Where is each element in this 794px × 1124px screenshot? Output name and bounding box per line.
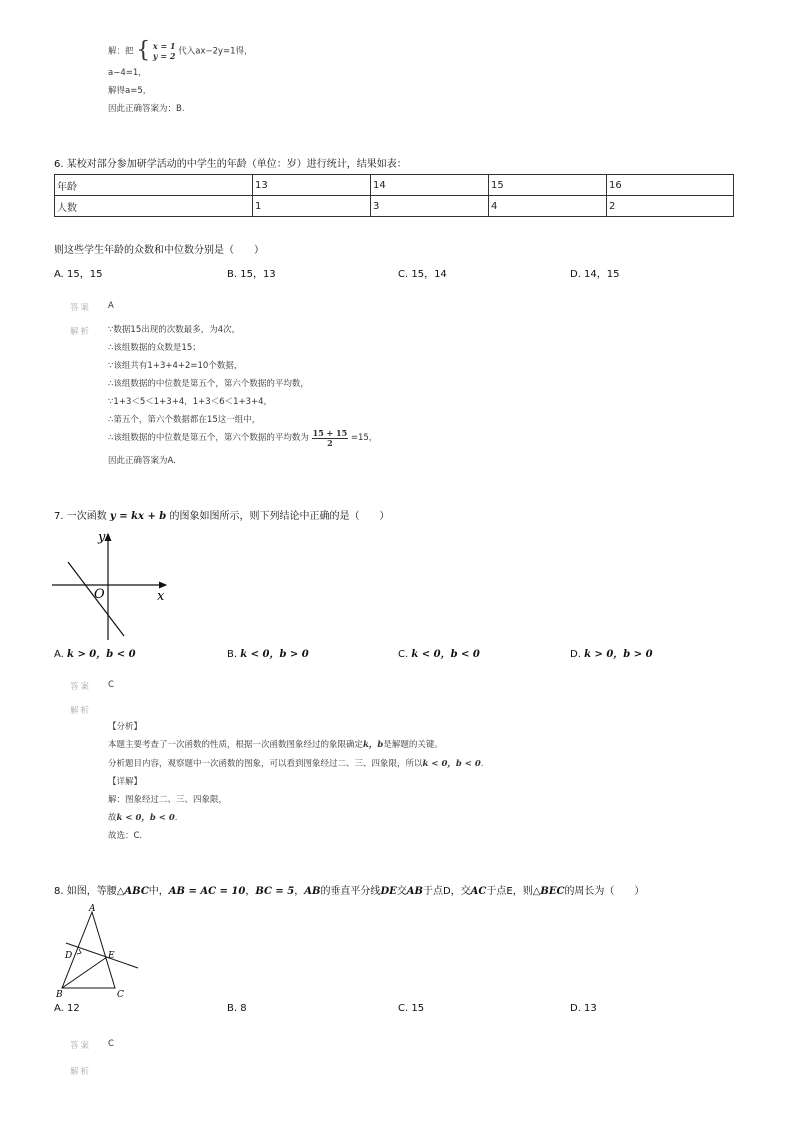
system-brace: { (136, 38, 151, 63)
table-cell: 4 (489, 196, 607, 217)
q6-option-b: B. 15，13 (227, 269, 276, 280)
q7-option-letter: D. (570, 649, 581, 660)
table-cell: 人数 (55, 196, 253, 217)
table-row (55, 196, 734, 217)
q6-analysis-median (108, 429, 377, 448)
vertex-label-a: A (89, 904, 96, 914)
math-segment: ABC (124, 886, 149, 897)
text-segment: 本题主要考查了一次函数的性质，根据一次函数图象经过的象限确定 (108, 740, 364, 750)
sol5-line-4: 因此正确答案为：B. (108, 104, 185, 114)
q7-option-b (227, 645, 309, 660)
q7-answer: C (108, 680, 114, 690)
q7-fenxi-line-1 (108, 740, 443, 751)
text-segment: 于点D，交 (422, 886, 471, 897)
table-row (55, 175, 734, 196)
text-segment: 于点E，则△ (486, 886, 541, 897)
text-segment: 的周长为（ ） (564, 886, 645, 897)
system-eq-2: y = 2 (152, 51, 176, 61)
text-segment: ， (294, 886, 305, 897)
math-segment: k < 0，b < 0 (422, 759, 481, 769)
q6-analysis-median-pre: ∴该组数据的中位数是第五个，第六个数据的平均数为 (108, 433, 309, 443)
text-segment: 交 (396, 886, 407, 897)
math-segment: k < 0，b < 0 (116, 813, 175, 823)
system-eq-1: x = 1 (152, 41, 176, 51)
text-segment: 8. 如图，等腰△ (54, 886, 125, 897)
q7-option-c (398, 645, 480, 660)
linear-function-graph (50, 528, 175, 643)
q7-stem-pre: 7. 一次函数 (54, 511, 107, 522)
q6-question: 则这些学生年龄的众数和中位数分别是（ ） (54, 245, 264, 256)
q7-option-d (570, 645, 653, 660)
q7-option-math: k > 0，b > 0 (584, 649, 653, 660)
math-segment: AB (406, 886, 423, 897)
q8-analysis-label: 解析 (70, 1067, 92, 1077)
table-cell: 16 (607, 175, 734, 196)
vertex-label-c: C (117, 990, 124, 1000)
segment-be (62, 957, 107, 988)
sol5-intro-post: 代入ax−2y=1得， (178, 46, 253, 57)
q6-option-a: A. 15，15 (54, 269, 103, 280)
text-segment: 的垂直平分线 (320, 886, 381, 897)
q7-fenxi-title: 【分析】 (108, 722, 143, 732)
q7-xiangjie-line-3: 故选：C. (108, 831, 143, 841)
q6-analysis-line: ∵1+3＜5＜1+3+4，1+3＜6＜1+3+4， (108, 397, 273, 407)
q7-option-math: k < 0，b < 0 (411, 649, 480, 660)
fraction-numerator: 15 + 15 (312, 428, 348, 438)
q8-option-b: B. 8 (227, 1003, 247, 1014)
isosceles-triangle-figure (52, 902, 144, 1000)
table-cell: 1 (253, 196, 371, 217)
q7-option-letter: C. (398, 649, 409, 660)
q7-stem-math: y = kx + b (109, 511, 167, 522)
text-segment: 是解题的关键。 (383, 740, 443, 750)
q6-option-d: D. 14，15 (570, 269, 620, 280)
math-segment: BEC (540, 886, 565, 897)
q6-analysis-end: 因此正确答案为A. (108, 456, 176, 466)
q6-stem: 6. 某校对部分参加研学活动的中学生的年龄（单位：岁）进行统计，结果如表： (54, 159, 407, 170)
q6-answer-label: 答案 (70, 303, 92, 313)
table-cell: 2 (607, 196, 734, 217)
table-cell: 15 (489, 175, 607, 196)
sol5-line-3: 解得a=5， (108, 86, 152, 96)
q6-answer: A (108, 301, 114, 311)
point-label-e: E (108, 951, 115, 961)
text-segment: . (480, 759, 484, 769)
q8-answer-label: 答案 (70, 1041, 92, 1051)
math-segment: k，b (363, 740, 384, 750)
sol5-intro (108, 40, 253, 62)
q6-analysis-label: 解析 (70, 327, 92, 337)
math-segment: AB = AC = 10 (168, 886, 246, 897)
x-axis-label: x (157, 589, 165, 604)
text-segment: 分析题目内容，观察题中一次函数的图象，可以看到图象经过二、三、四象限，所以 (108, 759, 423, 769)
fraction-denominator: 2 (327, 438, 333, 448)
q7-option-math: k > 0，b < 0 (67, 649, 136, 660)
q8-answer: C (108, 1039, 114, 1049)
sol5-intro-pre: 解：把 (108, 46, 134, 57)
text-segment: 故 (108, 813, 117, 823)
q7-xiangjie-title: 【详解】 (108, 777, 143, 787)
math-segment: BC = 5 (255, 886, 295, 897)
q6-analysis-line: ∵该组共有1+3+4+2=10个数据， (108, 361, 243, 371)
vertex-label-b: B (56, 990, 63, 1000)
q8-option-a: A. 12 (54, 1003, 80, 1014)
table-cell: 14 (371, 175, 489, 196)
q7-stem-post: 的图象如图所示，则下列结论中正确的是（ ） (169, 511, 390, 522)
math-segment: DE (380, 886, 397, 897)
q7-option-letter: A. (54, 649, 64, 660)
table-cell: 3 (371, 196, 489, 217)
q7-option-a (54, 645, 136, 660)
q7-stem (54, 510, 390, 523)
q6-analysis-line: ∵数据15出现的次数最多，为4次， (108, 325, 241, 335)
sol5-line-2: a−4=1， (108, 68, 147, 78)
q8-option-c: C. 15 (398, 1003, 425, 1014)
q8-option-d: D. 13 (570, 1003, 597, 1014)
q7-fenxi-line-2 (108, 759, 483, 770)
equation-system (153, 41, 176, 61)
q6-option-c: C. 15，14 (398, 269, 447, 280)
point-label-d: D (65, 951, 73, 961)
table-cell: 13 (253, 175, 371, 196)
q6-analysis-line: ∴该组数据的中位数是第五个，第六个数据的平均数， (108, 379, 309, 389)
text-segment: 中， (148, 886, 169, 897)
q7-answer-label: 答案 (70, 682, 92, 692)
q6-analysis-median-post: =15， (350, 433, 378, 443)
q6-analysis-line: ∴该组数据的众数是15； (108, 343, 201, 353)
math-segment: AB (304, 886, 321, 897)
age-table (54, 174, 734, 217)
q7-option-math: k < 0，b > 0 (240, 649, 309, 660)
q7-xiangjie-line-1: 解：图象经过二、三、四象限， (108, 795, 228, 805)
q6-analysis-line: ∴第五个，第六个数据都在15这一组中， (108, 415, 261, 425)
q8-stem (54, 885, 644, 898)
math-segment: AC (470, 886, 487, 897)
origin-label: O (94, 587, 105, 602)
q7-option-letter: B. (227, 649, 238, 660)
text-segment: ， (245, 886, 256, 897)
text-segment: . (174, 813, 178, 823)
y-axis-label: y (98, 530, 106, 545)
triangle-abc (62, 912, 115, 988)
q7-xiangjie-line-2 (108, 813, 177, 824)
q7-analysis-label: 解析 (70, 706, 92, 716)
table-cell: 年龄 (55, 175, 253, 196)
fraction (312, 429, 349, 448)
